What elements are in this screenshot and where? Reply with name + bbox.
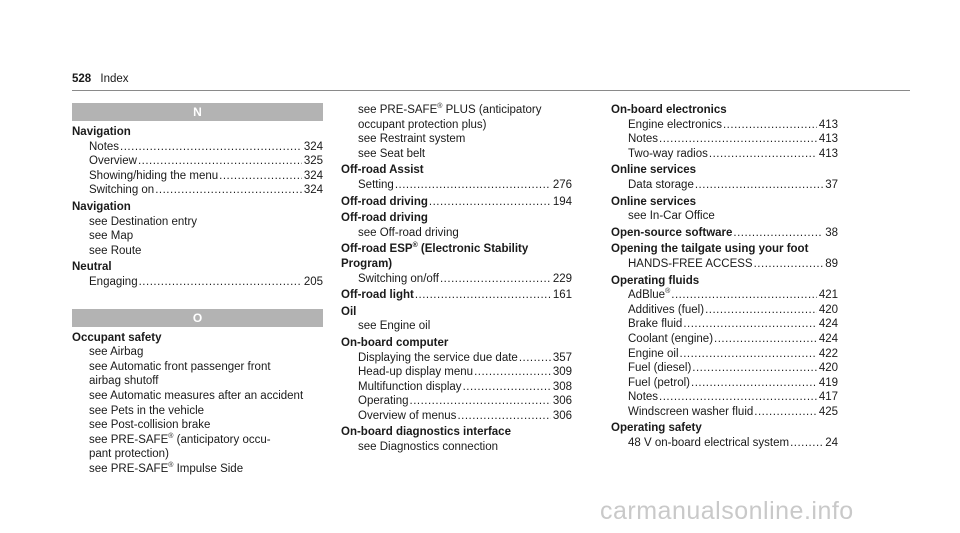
subentry-label: HANDS-FREE ACCESS [628,257,753,270]
index-entry-online-services [611,163,838,192]
index-column-2 [341,103,572,457]
page-ref[interactable]: 413 [818,133,838,146]
index-entry-online-services-ref [611,195,838,224]
ref-text: (anticipatory occu- [173,433,271,446]
page-ref[interactable]: 229 [552,272,572,285]
entry-title: On-board computer [341,336,449,349]
leader-dots [474,365,551,380]
subentry-row [341,178,572,193]
index-entry-navigation [72,125,323,198]
page-ref[interactable]: 89 [825,257,838,270]
subentry-row [611,147,838,162]
index-column-1 [72,103,323,478]
entry-title: Off-road driving [341,195,428,208]
letter-heading-n: N [72,103,323,121]
entry-title: Occupant safety [72,331,162,344]
leader-dots [415,288,551,303]
subentry-row [611,303,838,318]
subentry-row [611,178,838,193]
cross-ref[interactable]: see Automatic measures after an accident [89,389,304,402]
subentry-label: Notes [628,133,659,146]
index-entry-offroad-esp [341,242,572,286]
page-ref[interactable]: 306 [552,395,572,408]
cross-ref-continuation[interactable]: airbag shutoff [89,375,159,388]
cross-ref[interactable]: see In-Car Office [628,210,715,223]
subentry-label: Notes [89,140,120,153]
subentry-row [611,257,838,272]
subentry-label: 48 V on-board electrical system [628,437,790,450]
cross-ref-presafe-plus[interactable] [341,103,572,118]
entry-title: Off-road light [341,289,414,302]
subentry-label: Displaying the service due date [358,351,518,364]
leader-dots [440,272,551,287]
subentry-row [72,183,323,198]
index-entry-oil [341,305,572,334]
ref-text: see PRE-SAFE [358,104,438,116]
registered-mark: ® [168,432,174,440]
leader-dots [410,394,551,409]
subentry-row [611,118,838,133]
letter-heading-o: O [72,309,323,327]
subentry-label: Engaging [89,275,138,288]
index-entry-onboard-diagnostics [341,425,572,454]
page-ref[interactable]: 425 [818,405,838,418]
page-ref[interactable]: 420 [818,362,838,375]
title-text: Off-road ESP [341,243,413,256]
page-ref[interactable]: 420 [818,303,838,316]
index-entry-operating-fluids [611,274,838,420]
subentry-row [341,394,572,409]
page-ref[interactable]: 421 [818,289,838,302]
index-entry-offroad-driving [341,195,572,210]
index-entry-navigation-refs [72,200,323,258]
subentry-row [72,169,323,184]
index-column-3 [611,103,838,453]
ref-text: see PRE-SAFE [89,433,169,446]
subentry-label: Overview of menus [358,409,457,422]
page-ref[interactable]: 419 [818,376,838,389]
leader-dots [457,409,550,424]
subentry-row [341,365,572,380]
subentry-row [611,288,838,303]
watermark: carmanualsonline.info [600,497,854,525]
registered-mark: ® [437,103,443,111]
subentry-label: Fuel (petrol) [628,376,690,389]
cross-ref-presafe-impulse[interactable] [72,462,323,477]
subentry-label: Setting [358,178,394,191]
subentry-label: Engine oil [628,347,679,360]
leader-dots [155,183,302,198]
subentry-row [611,347,838,362]
leader-dots [754,257,824,272]
page-ref[interactable]: 424 [818,318,838,331]
leader-dots [705,303,817,318]
cross-ref[interactable]: see Off-road driving [358,226,459,239]
cross-ref[interactable]: see Post-collision brake [89,419,211,432]
page-ref[interactable]: 205 [303,275,323,288]
registered-mark: ® [412,242,418,250]
subentry-row [611,390,838,405]
entry-title: Navigation [72,200,131,213]
header-rule [72,90,910,91]
entry-title: Opening the tailgate using your foot [611,243,809,256]
entry-title: On-board electronics [611,104,727,116]
subentry-row [72,140,323,155]
index-entry-offroad-assist [341,163,572,192]
subentry-row [611,132,838,147]
leader-dots [519,351,551,366]
subentry-label: Engine electronics [628,118,722,131]
page-ref[interactable]: 413 [818,118,838,131]
page-ref[interactable]: 308 [552,380,572,393]
leader-dots [120,140,302,155]
leader-dots [659,390,817,405]
page-ref[interactable]: 306 [552,409,572,422]
subentry-label: Operating [358,395,409,408]
index-entry-occupant-safety [72,331,323,477]
leader-dots [659,132,817,147]
cross-ref-presafe[interactable] [72,433,323,448]
leader-dots [691,376,817,391]
ref-text: PLUS (anticipatory [442,104,542,116]
entry-title: Oil [341,305,357,318]
entry-title: On-board diagnostics interface [341,426,511,439]
section-title: Index [100,73,129,85]
subentry-label: Two-way radios [628,147,708,160]
leader-dots [139,275,302,290]
leader-dots [754,405,817,420]
cross-ref[interactable]: see Diagnostics connection [358,441,498,454]
leader-dots [723,118,817,133]
page-ref[interactable]: 417 [818,391,838,404]
subentry-label: Windscreen washer fluid [628,405,754,418]
entry-title: Navigation [72,126,131,138]
subentry-row [611,317,838,332]
label-text: AdBlue [628,289,666,302]
cross-ref[interactable]: see Pets in the vehicle [89,404,205,417]
index-entry-open-source [611,226,838,241]
subentry-label: Brake fluid [628,318,683,331]
subentry-label: Showing/hiding the menu [89,169,219,182]
page-ref[interactable]: 324 [303,140,323,153]
entry-title: Operating safety [611,422,702,435]
page-header [72,73,129,85]
subentry-row [611,361,838,376]
entry-title: Open-source software [611,226,733,239]
index-entry-onboard-electronics [611,103,838,161]
entry-title: Online services [611,195,697,208]
index-entry-neutral [72,260,323,289]
entry-title: Online services [611,164,697,177]
page-ref[interactable]: 357 [552,351,572,364]
entry-title-continuation: Program) [341,257,393,270]
index-entry-onboard-computer [341,336,572,424]
ref-text: see PRE-SAFE [89,462,169,475]
ref-text: Impulse Side [173,462,244,475]
page-ref[interactable]: 324 [303,184,323,197]
cross-ref[interactable]: see Airbag [89,346,144,359]
leader-dots [219,169,302,184]
index-entry-operating-safety [611,421,838,450]
registered-mark: ® [665,288,671,296]
subentry-label [628,288,670,303]
page-ref[interactable]: 324 [303,169,323,182]
subentry-label: Fuel (diesel) [628,362,692,375]
cross-ref[interactable]: see Route [89,244,142,257]
subentry-label: Additives (fuel) [628,303,705,316]
leader-dots [714,332,817,347]
entry-title: Off-road Assist [341,164,424,177]
cross-ref[interactable]: see Restraint system [358,133,466,146]
cross-ref[interactable]: see Destination entry [89,215,198,228]
subentry-label: Data storage [628,178,694,191]
leader-dots [733,226,823,241]
page-ref[interactable]: 325 [303,155,323,168]
subentry-row [611,376,838,391]
cross-ref[interactable]: see Engine oil [358,320,431,333]
index-entry-occupant-safety-continued [341,103,572,161]
registered-mark: ® [168,462,174,470]
page-ref[interactable]: 309 [552,366,572,379]
entry-title: Off-road driving [341,212,428,225]
page-ref[interactable]: 161 [552,289,572,302]
cross-ref[interactable]: see Map [89,230,134,243]
subentry-label: Notes [628,391,659,404]
subentry-row [611,436,838,451]
subentry-row [341,409,572,424]
subentry-label: Coolant (engine) [628,332,714,345]
subentry-row [341,272,572,287]
page-ref[interactable]: 276 [552,178,572,191]
index-entry-opening-tailgate [611,242,838,271]
page-ref[interactable]: 24 [825,437,838,450]
leader-dots [709,147,817,162]
leader-dots [138,154,302,169]
page-ref[interactable]: 37 [825,178,838,191]
page-number: 528 [72,73,92,85]
cross-ref[interactable]: see Seat belt [358,147,426,160]
subentry-row [611,405,838,420]
index-entry-offroad-driving-ref [341,211,572,240]
page-ref[interactable]: 424 [818,332,838,345]
index-entry-offroad-light [341,288,572,303]
leader-dots [395,178,551,193]
page-ref[interactable]: 413 [818,147,838,160]
leader-dots [695,178,823,193]
title-text: (Electronic Stability [417,243,529,256]
subentry-label: Head-up display menu [358,366,474,379]
leader-dots [429,195,551,210]
subentry-label: Multifunction display [358,380,462,393]
cross-ref-continuation[interactable]: pant protection) [89,448,169,461]
entry-title: Operating fluids [611,274,700,287]
cross-ref[interactable]: see Automatic front passenger front [89,360,271,373]
subentry-label: Overview [89,155,137,168]
subentry-row [72,154,323,169]
page-ref[interactable]: 38 [825,226,838,239]
leader-dots [463,380,551,395]
entry-title: Neutral [72,261,112,274]
subentry-label: Switching on [89,184,155,197]
leader-dots [671,288,817,303]
subentry-row [611,332,838,347]
leader-dots [680,347,817,362]
leader-dots [683,317,816,332]
leader-dots [692,361,817,376]
subentry-row [72,275,323,290]
subentry-row [341,351,572,366]
page-ref[interactable]: 422 [818,347,838,360]
cross-ref-continuation[interactable]: occupant protection plus) [358,118,487,131]
leader-dots [790,436,823,451]
subentry-label: Switching on/off [358,272,439,285]
entry-title [341,242,572,257]
subentry-row [341,380,572,395]
page-ref[interactable]: 194 [552,195,572,208]
